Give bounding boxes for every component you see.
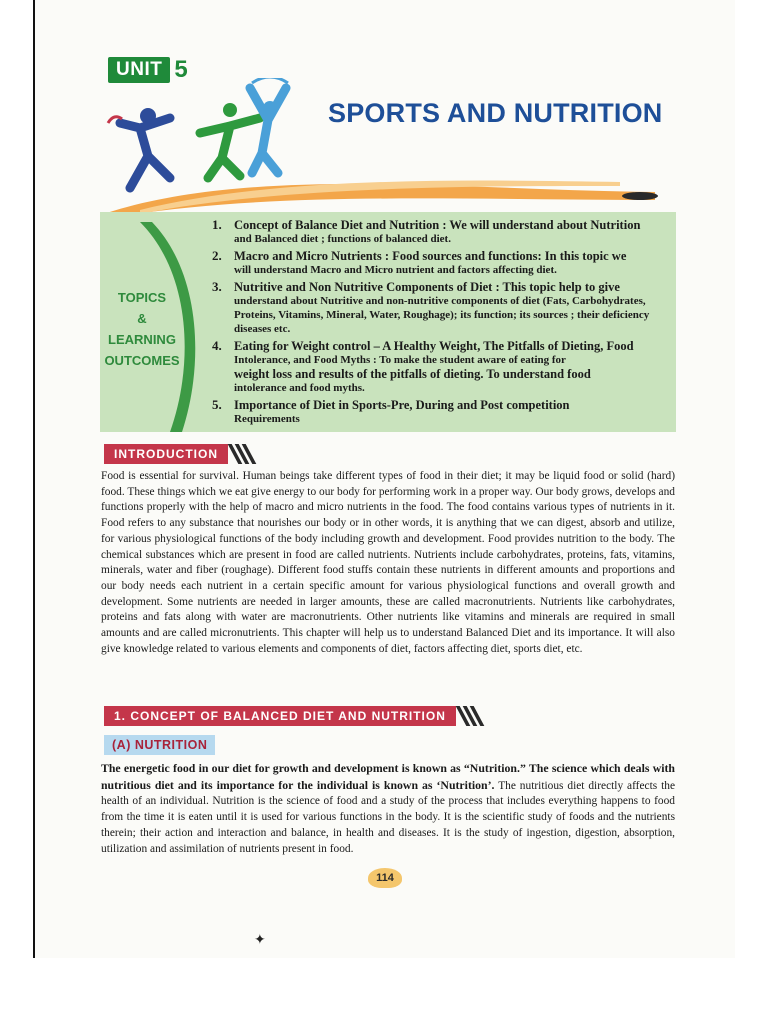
scan-margin: [0, 0, 34, 1024]
topic-number: 1.: [212, 217, 222, 232]
nutrition-body-text: The nutritious diet directly affects the health of an individual. Nutrition is the science of food and a study of the process that includes everything happens to food from the time it is eaten until it is used for various functions in the body. It is the scientific study of foods and the nutrients therein; their action and interaction and balance, in health and diseases. It is the study of ingestion, digestion, absorption, utilization and assimilation of nutrients present in food.: [101, 779, 676, 855]
topic-description: and Balanced diet ; functions of balanced diet.: [234, 233, 451, 245]
topic-number: 2.: [212, 248, 222, 263]
topic-item: [212, 339, 670, 395]
topic-item: [212, 398, 670, 426]
topic-heading: Importance of Diet in Sports-Pre, During and Post competition: [234, 398, 570, 412]
topics-side-line: LEARNING: [108, 332, 176, 347]
introduction-heading: [104, 444, 251, 464]
topics-box: [100, 212, 676, 432]
topic-number: 3.: [212, 279, 222, 294]
topic-heading: Nutritive and Non Nutritive Components of Diet : This topic help to give: [234, 280, 620, 294]
topic-description: Requirements: [234, 413, 300, 425]
nutrition-paragraph: [101, 761, 675, 857]
topic-item: [212, 218, 670, 246]
unit-label: UNIT: [108, 57, 170, 83]
section-1-heading: [104, 706, 479, 726]
topics-side-line: TOPICS: [117, 290, 167, 305]
topic-heading: Macro and Micro Nutrients : Food sources and functions: In this topic we: [234, 249, 627, 263]
topic-heading: Concept of Balance Diet and Nutrition : We will understand about Nutrition: [234, 218, 641, 232]
scan-bottom-margin: [0, 958, 768, 1024]
topic-number: 5.: [212, 397, 222, 412]
page-title: SPORTS AND NUTRITION: [328, 98, 663, 128]
nutrition-subheading: (A) NUTRITION: [104, 735, 215, 755]
page-number: 114: [368, 868, 402, 888]
athletes-illustration: [100, 78, 330, 208]
nutrition-lead-text: The energetic food in our diet for growth and development is known as “Nutrition.” The science which deals with nutritious diet and its importance for the individual is known as ‘Nutrition’.: [101, 761, 675, 792]
topics-side-line: OUTCOMES: [104, 353, 180, 368]
topic-number: 4.: [212, 338, 222, 353]
topics-side-label: [102, 287, 182, 371]
topic-heading: Eating for Weight control – A Healthy Weight, The Pitfalls of Dieting, Food: [234, 339, 634, 353]
unit-number: 5: [174, 56, 188, 83]
slash-decoration: [458, 706, 479, 726]
topic-description: weight loss and results of the pitfalls of dieting. To understand food: [234, 367, 591, 381]
slash-decoration: [230, 444, 251, 464]
topic-description: understand about Nutritive and non-nutritive components of diet (Fats, Carbohydrates, Proteins, Vitamins, Mineral, Water, Roughage); its function; its sources ; their deficiency diseases etc.: [234, 295, 650, 335]
topic-description: will understand Macro and Micro nutrient and factors affecting diet.: [234, 264, 557, 276]
scan-mark-icon: ✦: [254, 933, 266, 948]
section-heading-label: INTRODUCTION: [104, 444, 228, 464]
topic-item: [212, 280, 670, 336]
topic-description: intolerance and food myths.: [234, 382, 365, 394]
topics-list: [212, 218, 670, 429]
topic-item: [212, 249, 670, 277]
section-heading-label: 1. CONCEPT OF BALANCED DIET AND NUTRITION: [104, 706, 456, 726]
introduction-paragraph: Food is essential for survival. Human beings take different types of food in their diet; it may be liquid food or solid (hard) food. These things which we eat give energy to our body for performing work in a proper way. Our body grows, develops and functions properly with the help of macro and micro nutrients in the food. The food contains various types of nutrients in it. Food refers to any substance that nourishes our body or in other words, it is anything that we can digest, absorb and utilize, for various physiological functions of the body including growth and development. Food provides nutrition to the body. The chemical substances which are present in food are called nutrients. Nutrients include carbohydrates, proteins, fats, vitamins, minerals, water and fiber (roughage). Different food stuffs contain these nutrients in different amounts and proportions and our body needs each nutrient in a certain specific amount for various physiological functions and overall growth and development. Some nutrients are needed in larger amounts, these are called macronutrients. Nutrients like carbohydrates, proteins and fats along with water are macronutrients. Other nutrients like vitamins and minerals are required in small amounts and are called micronutrients. This chapter will help us to understand Balanced Diet and its importance. It will also give knowledge related to various elements and components of diet, factors affecting diet, sports diet, etc.: [101, 470, 675, 655]
topics-side-line: &: [137, 311, 147, 326]
topic-description: Intolerance, and Food Myths : To make the student aware of eating for: [234, 354, 566, 366]
